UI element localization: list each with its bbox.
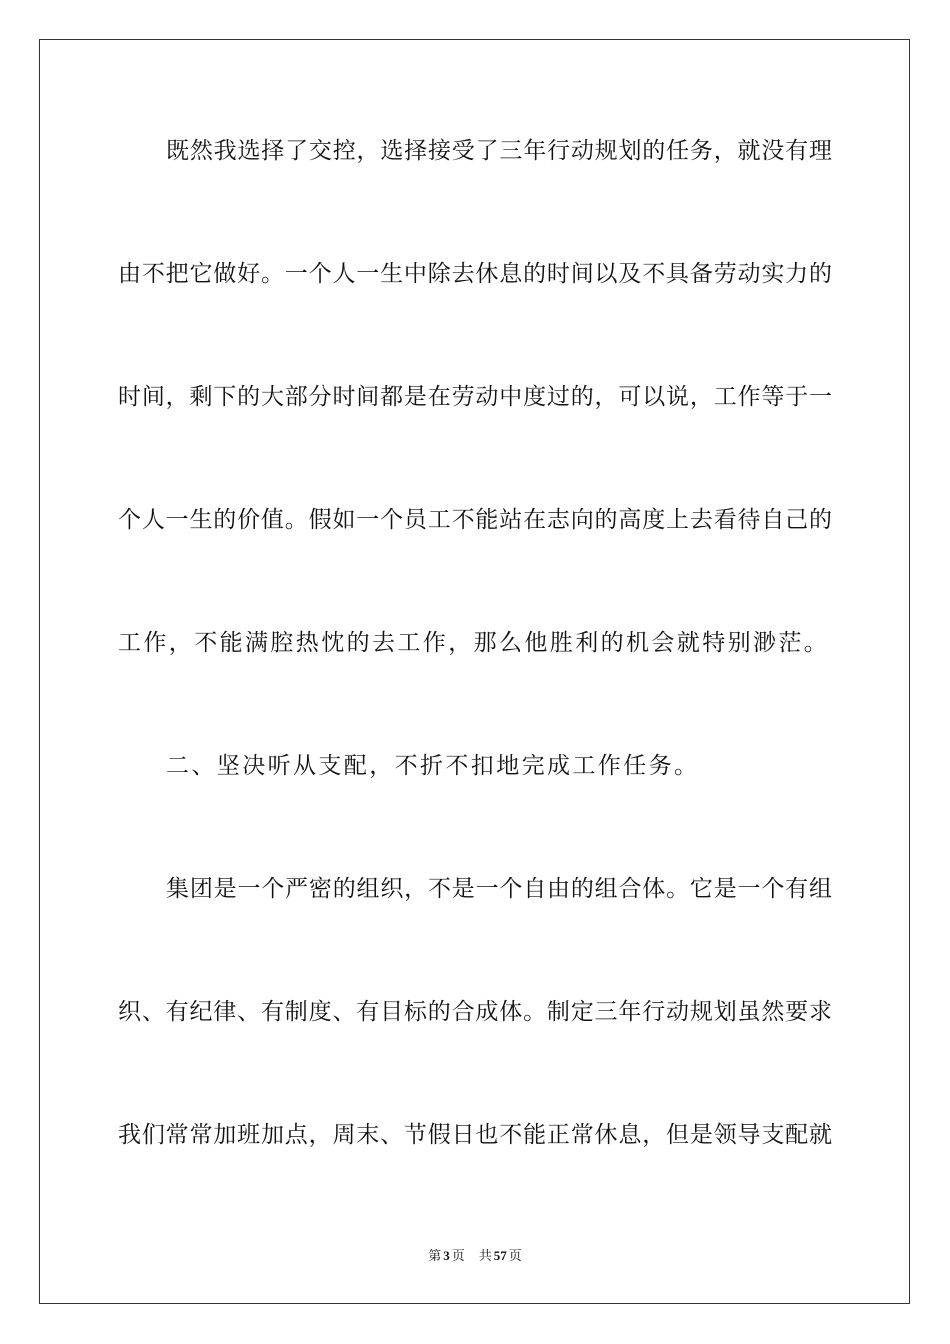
page-prefix: 第 <box>428 1249 442 1264</box>
total-page-count: 57 <box>493 1248 507 1263</box>
paragraph-line: 工作，不能满腔热忱的去工作，那么他胜利的机会就特别渺茫。 <box>118 630 830 656</box>
paragraph-line: 由不把它做好。一个人一生中除去休息的时间以及不具备劳动实力的 <box>118 261 832 287</box>
paragraph-line: 织、有纪律、有制度、有目标的合成体。制定三年行动规划虽然要求 <box>118 999 832 1025</box>
total-suffix: 页 <box>508 1249 522 1264</box>
page-suffix: 页 <box>451 1249 465 1264</box>
total-prefix: 共 <box>478 1249 492 1264</box>
page-footer <box>0 1247 950 1266</box>
paragraph-line: 我们常常加班加点，周末、节假日也不能正常休息，但是领导支配就 <box>118 1122 832 1148</box>
paragraph-line: 既然我选择了交控，选择接受了三年行动规划的任务，就没有理 <box>166 138 832 164</box>
section-heading: 二、坚决听从支配，不折不扣地完成工作任务。 <box>166 753 700 779</box>
current-page-number: 3 <box>443 1248 450 1263</box>
page-border <box>39 39 910 1304</box>
paragraph-line: 时间，剩下的大部分时间都是在劳动中度过的，可以说，工作等于一 <box>118 384 832 410</box>
paragraph-line: 集团是一个严密的组织，不是一个自由的组合体。它是一个有组 <box>166 876 832 902</box>
paragraph-line: 个人一生的价值。假如一个员工不能站在志向的高度上去看待自己的 <box>118 507 832 533</box>
